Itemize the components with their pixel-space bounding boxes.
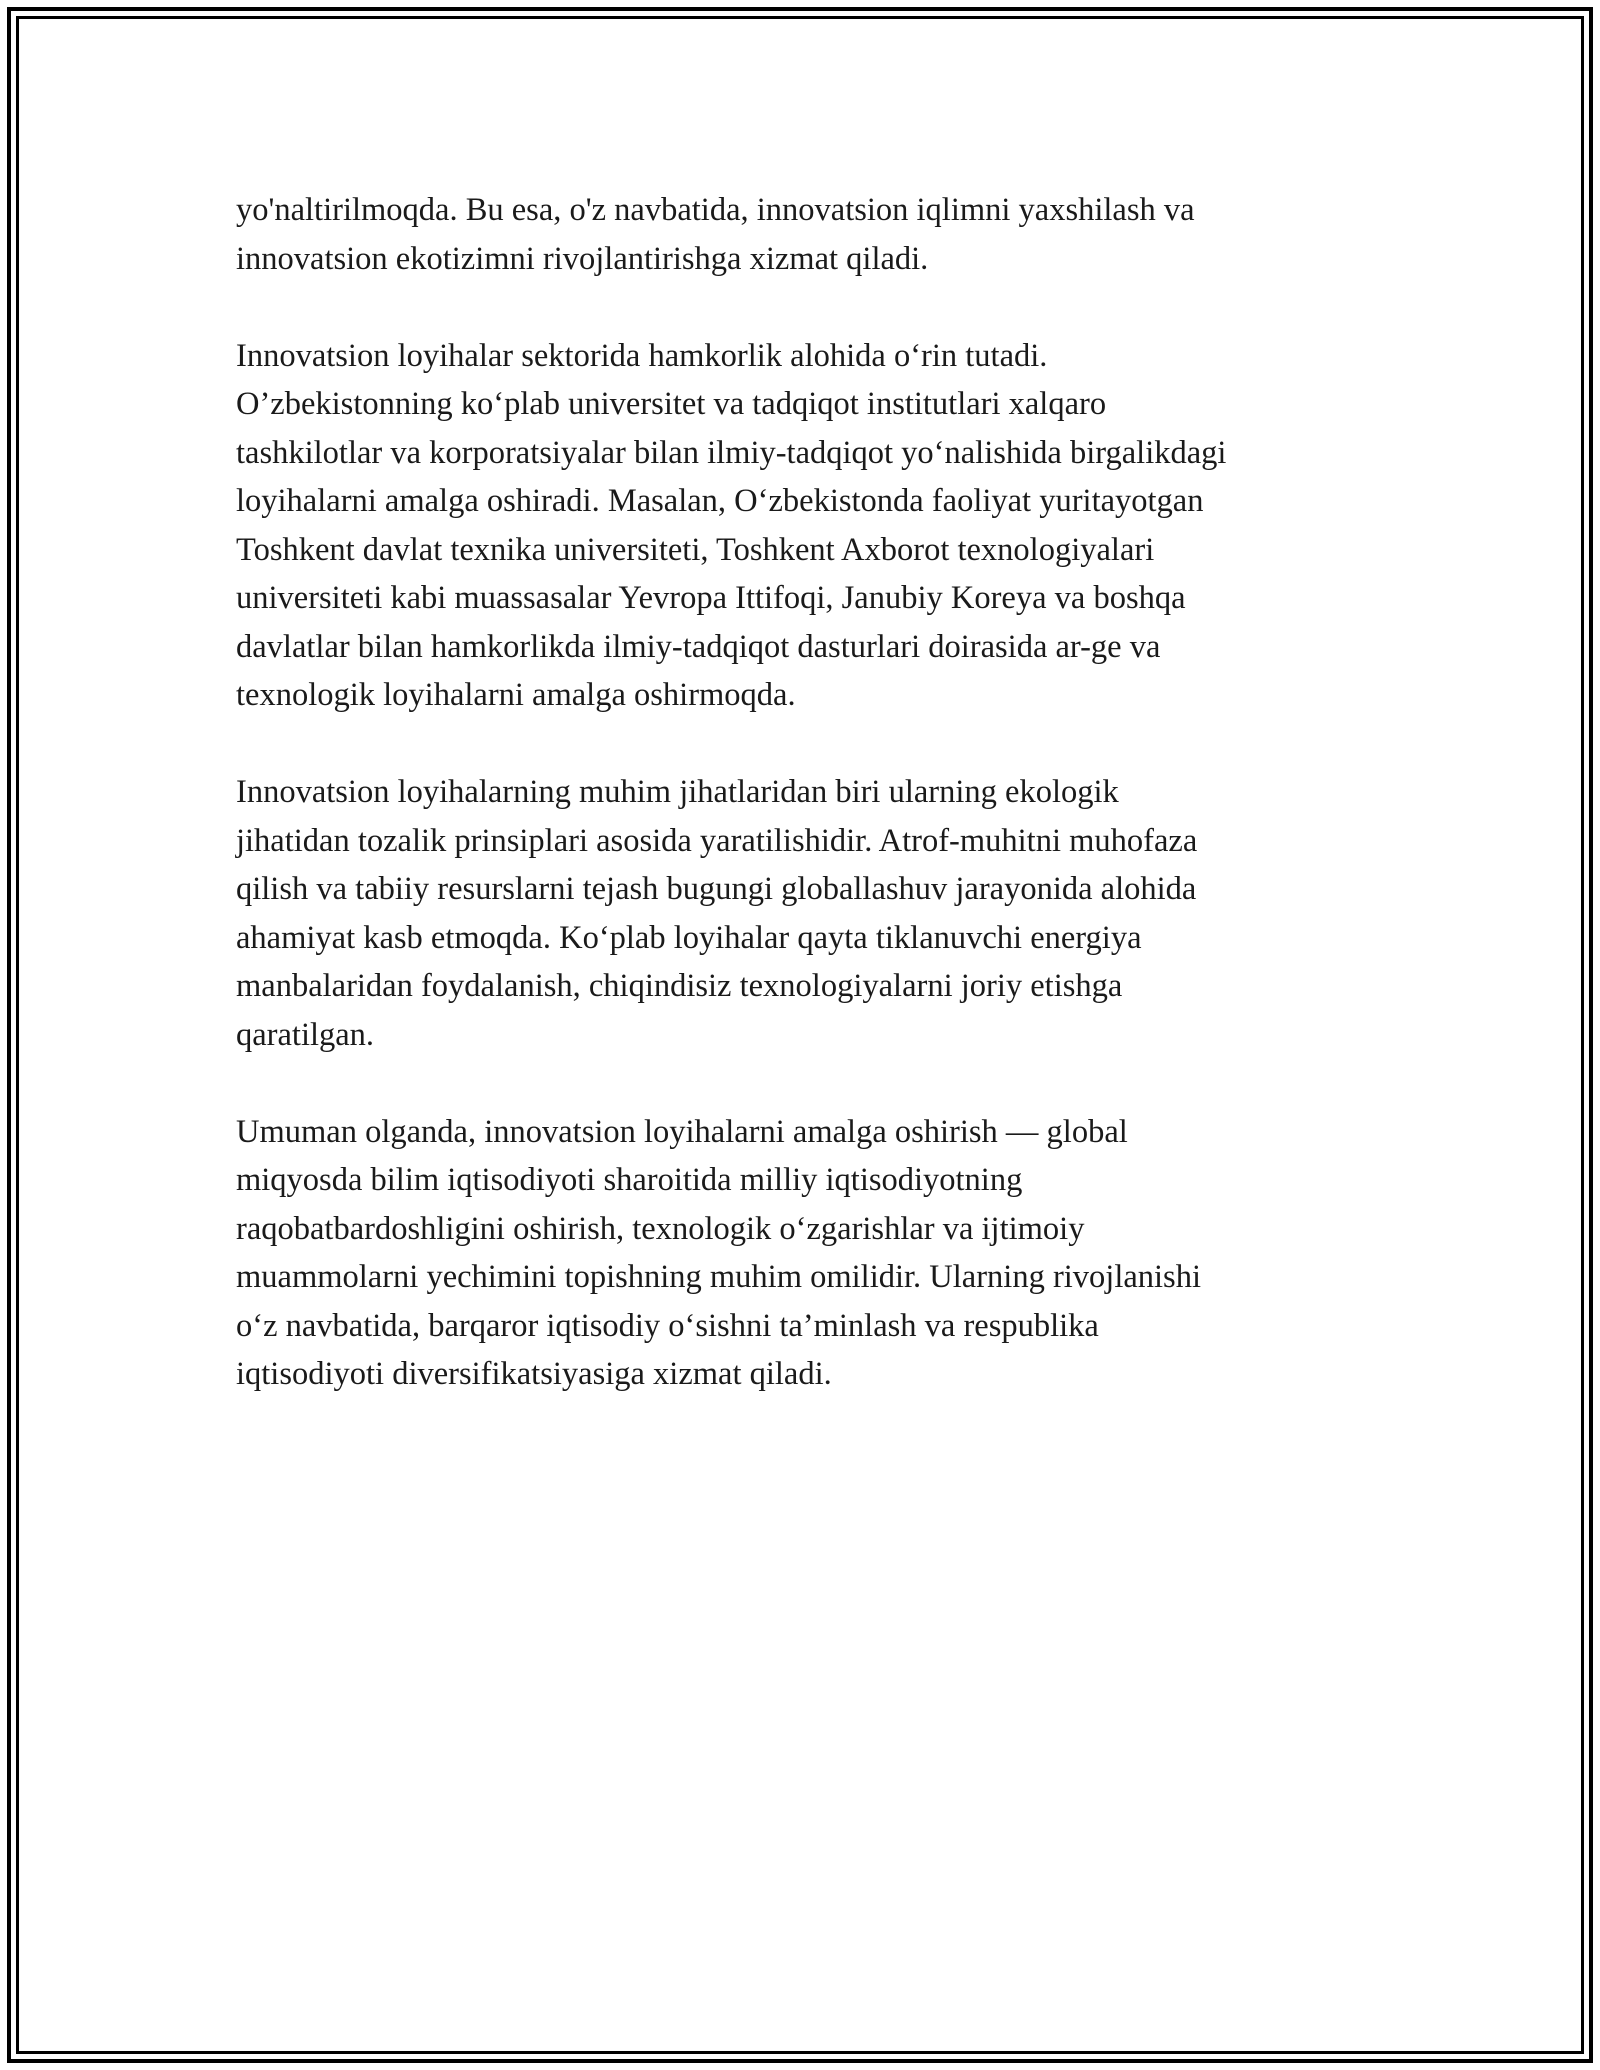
paragraph-4: Umuman olganda, innovatsion loyihalarni amalga oshirish — global miqyosda bilim iqtisodiyoti sharoitida milliy iqtisodiyotning raqobatbardoshligini oshirish, texnologik o‘zgarishlar va ijtimoiy muammolarni yechimini topishning muhim omilidir. Ularning rivojlanishi o‘z navbatida, barqaror iqtisodiy o‘sishni ta’minlash va respublika iqtisodiyoti diversifikatsiyasiga xizmat qiladi. <box>236 1113 1201 1392</box>
paragraph-1: yo'naltirilmoqda. Bu esa, o'z navbatida, innovatsion iqlimni yaxshilash va innovatsion ekotizimni rivojlantirishga xizmat qiladi. <box>236 192 1195 277</box>
paragraph-2: Innovatsion loyihalar sektorida hamkorlik alohida o‘rin tutadi. O’zbekistonning ko‘plab universitet va tadqiqot institutlari xalqaro tashkilotlar va korporatsiyalar bilan ilmiy-tadqiqot yo‘nalishida birgalikdagi loyihalarni amalga oshiradi. Masalan, O‘zbekistonda faoliyat yuritayotgan Toshkent davlat texnika universiteti, Toshkent Axborot texnologiyalari universiteti kabi muassasalar Yevropa Ittifoqi, Janubiy Koreya va boshqa davlatlar bilan hamkorlikda ilmiy-tadqiqot dasturlari doirasida ar-ge va texnologik loyihalarni amalga oshirmoqda. <box>236 337 1227 713</box>
paragraph-3: Innovatsion loyihalarning muhim jihatlaridan biri ularning ekologik jihatidan tozalik prinsiplari asosida yaratilishidir. Atrof-muhitni muhofaza qilish va tabiiy resurslarni tejash bugungi globallashuv jarayonida alohida ahamiyat kasb etmoqda. Ko‘plab loyihalar qayta tiklanuvchi energiya manbalaridan foydalanish, chiqindisiz texnologiyalarni joriy etishga qaratilgan. <box>236 774 1198 1053</box>
document-body <box>236 186 1366 1447</box>
